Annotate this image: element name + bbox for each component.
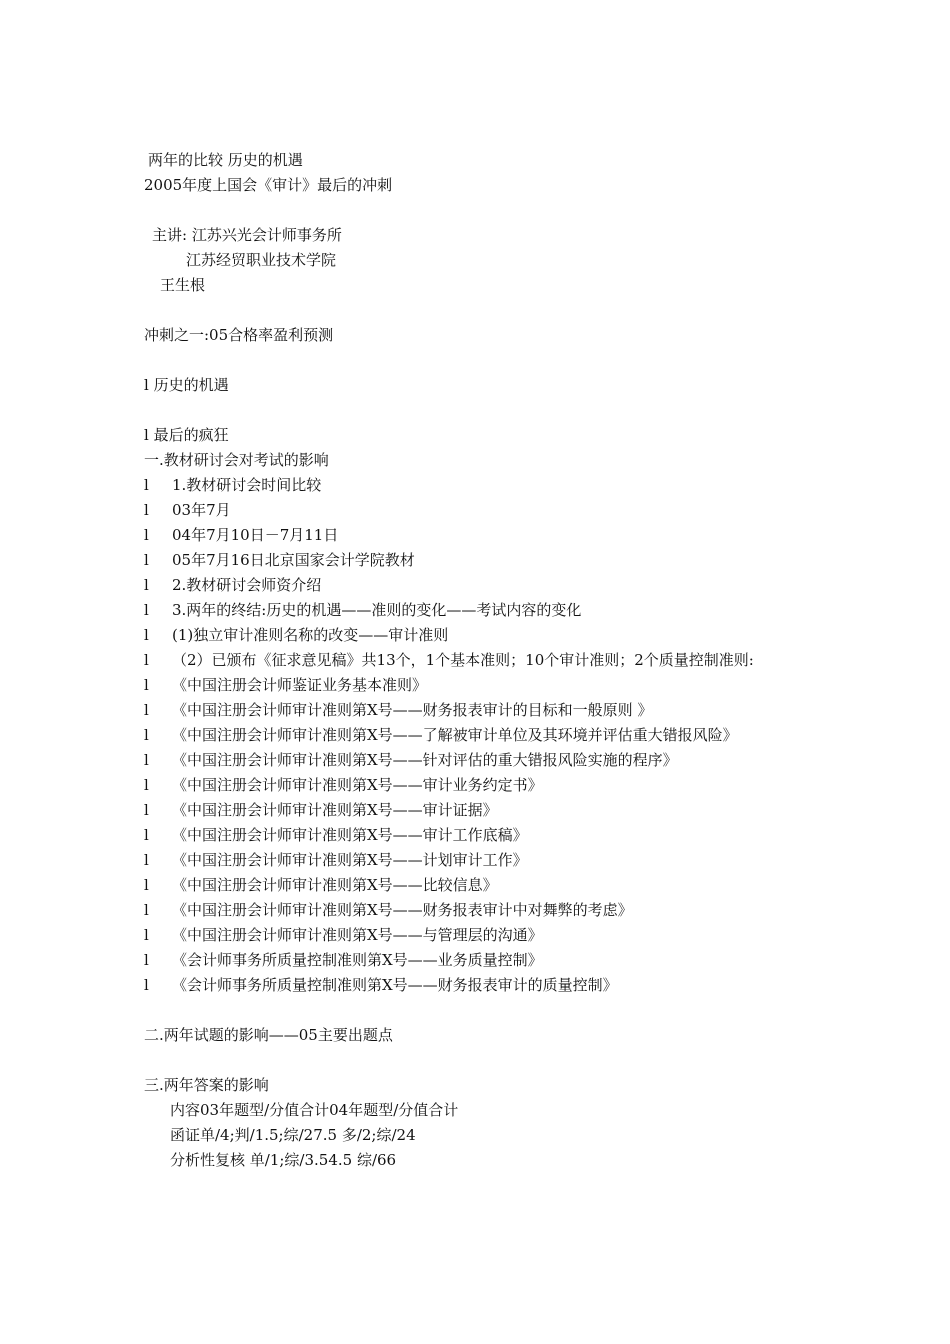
standard-item <box>144 948 814 973</box>
bullet-marker: l <box>144 576 149 594</box>
spacer <box>144 198 814 223</box>
bullet-marker: l <box>144 676 149 694</box>
list-item-text: (1)独立审计准则名称的改变——审计准则 <box>172 626 449 644</box>
list-item-text: 03年7月 <box>172 501 231 519</box>
list-item-text: 《中国注册会计师审计准则第X号——与管理层的沟通》 <box>172 926 543 944</box>
document-subtitle: 2005年度上国会《审计》最后的冲刺 <box>144 176 393 194</box>
standard-item <box>144 898 814 923</box>
standard-item <box>144 698 814 723</box>
list-item-text: 《中国注册会计师审计准则第X号——比较信息》 <box>172 876 498 894</box>
bullet-marker: l <box>144 976 149 994</box>
list-item-text: 《会计师事务所质量控制准则第X号——财务报表审计的质量控制》 <box>172 976 618 994</box>
list-item-text: 1.教材研讨会时间比较 <box>172 476 322 494</box>
standard-item <box>144 923 814 948</box>
section-two-heading: 二.两年试题的影响——05主要出题点 <box>144 1026 393 1044</box>
list-item-text: 《中国注册会计师审计准则第X号——针对评估的重大错报风险实施的程序》 <box>172 751 678 769</box>
document-page <box>144 148 814 1173</box>
list-item <box>144 598 814 623</box>
section-three-heading: 三.两年答案的影响 <box>144 1076 269 1094</box>
bullet-marker: l <box>144 951 149 969</box>
list-item <box>144 473 814 498</box>
bullet-marker: l <box>144 526 149 544</box>
list-item <box>144 573 814 598</box>
bullet-marker: l <box>144 776 149 794</box>
list-item-text: 《会计师事务所质量控制准则第X号——业务质量控制》 <box>172 951 543 969</box>
list-item-text: 2.教材研讨会师资介绍 <box>172 576 322 594</box>
standard-item <box>144 723 814 748</box>
list-item-text: 《中国注册会计师鉴证业务基本准则》 <box>172 676 428 694</box>
standards-list <box>144 673 814 998</box>
standard-item <box>144 673 814 698</box>
standard-item <box>144 873 814 898</box>
list-item-text: 05年7月16日北京国家会计学院教材 <box>172 551 415 569</box>
list-item-text: （2）已颁布《征求意见稿》共13个，1个基本准则；10个审计准则；2个质量控制准则: <box>172 651 754 669</box>
bullet-marker: l <box>144 501 149 519</box>
list-item <box>144 523 814 548</box>
bullet-marker: l <box>144 726 149 744</box>
table-row: 分析性复核 单/1;综/3.54.5 综/66 <box>170 1151 397 1169</box>
answer-table <box>144 1098 814 1173</box>
section-sprint-heading: 冲刺之一:05合格率盈利预测 <box>144 326 334 344</box>
speaker-label: 主讲: 江苏兴光会计师事务所 <box>152 226 342 244</box>
bullet-marker: l <box>144 801 149 819</box>
bullet-marker: l <box>144 601 149 619</box>
bullet-marker: l <box>144 476 149 494</box>
list-item-text: 《中国注册会计师审计准则第X号——审计证据》 <box>172 801 498 819</box>
bullet-marker: l <box>144 876 149 894</box>
topic-madness: l 最后的疯狂 <box>144 426 229 444</box>
spacer <box>144 998 814 1023</box>
list-item-text: 04年7月10日－7月11日 <box>172 526 339 544</box>
bullet-marker: l <box>144 701 149 719</box>
bullet-marker: l <box>144 651 149 669</box>
standard-item <box>144 773 814 798</box>
table-header-row: 内容03年题型/分值合计04年题型/分值合计 <box>170 1101 459 1119</box>
section-one-heading: 一.教材研讨会对考试的影响 <box>144 451 329 469</box>
spacer <box>144 298 814 323</box>
standard-item <box>144 823 814 848</box>
bullet-marker: l <box>144 826 149 844</box>
spacer <box>144 348 814 373</box>
bullet-marker: l <box>144 751 149 769</box>
list-item <box>144 498 814 523</box>
document-title: 两年的比较 历史的机遇 <box>148 151 303 169</box>
section-one-list <box>144 473 814 648</box>
standard-item <box>144 798 814 823</box>
list-item <box>144 548 814 573</box>
list-item-text: 《中国注册会计师审计准则第X号——审计业务约定书》 <box>172 776 543 794</box>
standard-item <box>144 848 814 873</box>
list-item-text: 《中国注册会计师审计准则第X号——审计工作底稿》 <box>172 826 528 844</box>
list-item-text: 《中国注册会计师审计准则第X号——财务报表审计的目标和一般原则 》 <box>172 701 653 719</box>
list-item-drafts <box>144 648 810 673</box>
list-item-text: 《中国注册会计师审计准则第X号——财务报表审计中对舞弊的考虑》 <box>172 901 633 919</box>
spacer <box>144 398 814 423</box>
speaker-name: 王生根 <box>160 276 206 294</box>
list-item-text: 3.两年的终结:历史的机遇——准则的变化——考试内容的变化 <box>172 601 582 619</box>
speaker-organization: 江苏经贸职业技术学院 <box>186 251 337 269</box>
spacer <box>144 1048 814 1073</box>
list-item <box>144 623 814 648</box>
bullet-marker: l <box>144 901 149 919</box>
topic-history: l 历史的机遇 <box>144 376 229 394</box>
list-item-text: 《中国注册会计师审计准则第X号——计划审计工作》 <box>172 851 528 869</box>
table-row: 函证单/4;判/1.5;综/27.5 多/2;综/24 <box>170 1126 416 1144</box>
list-item-text: 《中国注册会计师审计准则第X号——了解被审计单位及其环境并评估重大错报风险》 <box>172 726 738 744</box>
bullet-marker: l <box>144 626 149 644</box>
bullet-marker: l <box>144 851 149 869</box>
standard-item <box>144 748 814 773</box>
standard-item <box>144 973 814 998</box>
bullet-marker: l <box>144 551 149 569</box>
bullet-marker: l <box>144 926 149 944</box>
